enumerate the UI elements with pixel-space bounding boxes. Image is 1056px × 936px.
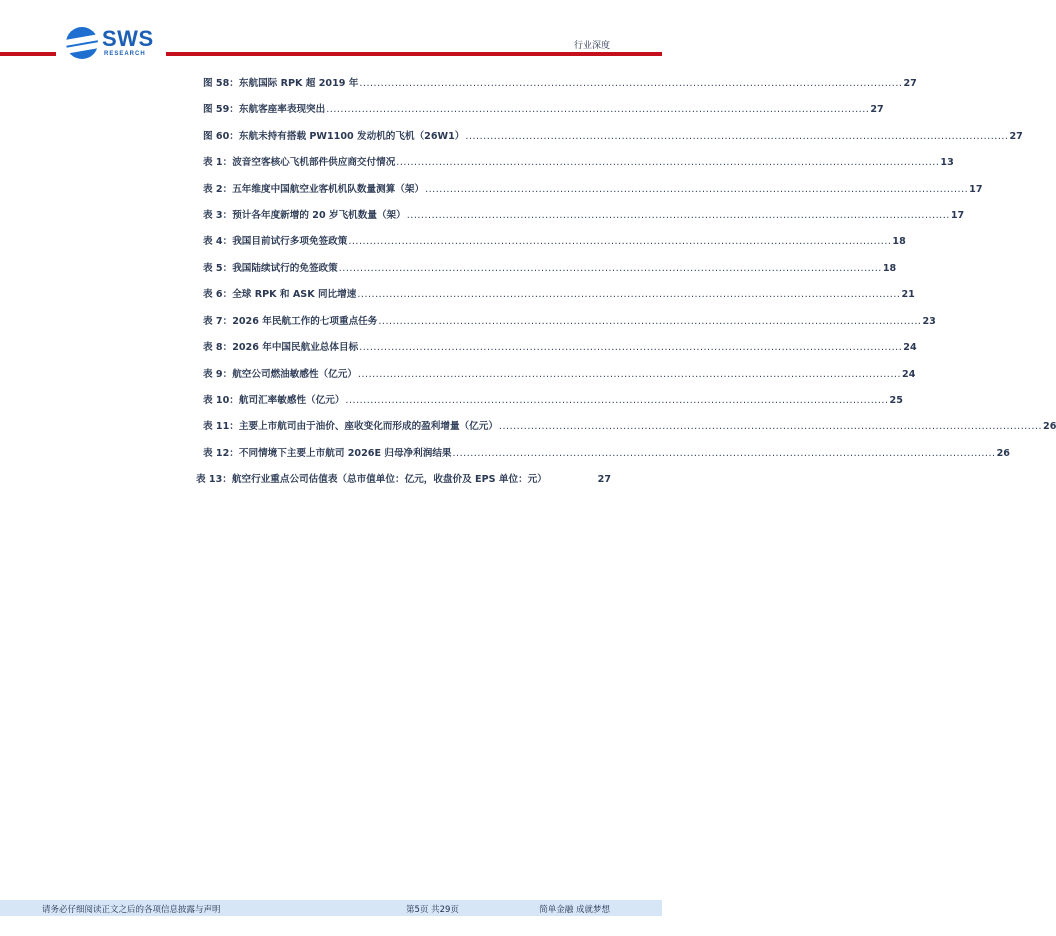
toc-entry[interactable] <box>203 181 983 197</box>
report-category-label: 行业深度 <box>573 41 610 51</box>
toc-entry-title: 表 6：全球 RPK 和 ASK 同比增速 <box>203 289 357 300</box>
toc-entry-title: 表 2：五年维度中国航空业客机机队数量测算（架） <box>203 184 425 195</box>
toc-entry-page: 27 <box>870 104 884 115</box>
logo-subtext: RESEARCH <box>104 51 146 57</box>
toc-entry[interactable] <box>196 471 611 487</box>
toc-entry-title: 图 58：东航国际 RPK 超 2019 年 <box>203 78 359 89</box>
toc-entry-title: 表 9：航空公司燃油敏感性（亿元） <box>203 369 357 380</box>
toc-entry-title: 表 13：航空行业重点公司估值表（总市值单位：亿元，收盘价及 EPS 单位：元） <box>196 474 547 485</box>
toc-entry-title: 图 60：东航未持有搭载 PW1100 发动机的飞机（26W1） <box>203 131 465 142</box>
toc-entry[interactable] <box>203 366 916 382</box>
toc-entry[interactable] <box>203 339 917 355</box>
toc-leader-dots: ......................................................................................................................................................... <box>465 131 1009 142</box>
logo-emblem-icon <box>66 27 98 59</box>
toc-entry-page: 17 <box>950 210 965 221</box>
toc-entry-page: 26 <box>1043 421 1056 432</box>
header-rule-left <box>0 52 56 56</box>
toc-leader-dots: ......................................................................................................................................................... <box>359 342 903 353</box>
toc-entry[interactable] <box>203 445 1010 461</box>
footer-disclaimer: 请务必仔细阅读正文之后的各项信息披露与声明 <box>42 905 221 915</box>
toc-entry-title: 表 12：不同情境下主要上市航司 2026E 归母净利润结果 <box>203 448 452 459</box>
toc-leader-dots: ......................................................................................................................................................... <box>359 78 903 89</box>
toc-leader-dots: ......................................................................................................................................................... <box>326 104 870 115</box>
page-header <box>0 0 662 70</box>
toc-entry-title: 表 10：航司汇率敏感性（亿元） <box>203 395 345 406</box>
toc-entry[interactable] <box>203 260 897 276</box>
header-rule-right <box>166 52 662 56</box>
toc-entry[interactable] <box>203 128 1023 144</box>
toc-entry-title: 表 4：我国目前试行多项免签政策 <box>203 236 348 247</box>
toc-leader-dots: ......................................................................................................................................................... <box>452 448 996 459</box>
toc-entry-page: 18 <box>892 236 906 247</box>
toc-entry[interactable] <box>203 313 936 329</box>
sws-logo <box>66 27 156 61</box>
toc-entry-page: 24 <box>902 369 916 380</box>
toc-leader-dots: ......................................................................................................................................................... <box>357 289 901 300</box>
toc-leader-dots: ......................................................................................................................................................... <box>338 263 882 274</box>
toc-entry[interactable] <box>203 392 903 408</box>
footer-slogan: 简单金融 成就梦想 <box>539 905 610 915</box>
toc-entry-title: 图 59：东航客座率表现突出 <box>203 104 326 115</box>
toc-leader-dots: ......................................................................................................................................................... <box>345 395 889 406</box>
toc-leader-dots: ......................................................................................................................................................... <box>348 236 892 247</box>
footer-page-number: 第5页 共29页 <box>406 905 459 915</box>
toc-entry-page: 21 <box>901 289 915 300</box>
toc-entry-title: 表 11：主要上市航司由于油价、座收变化而形成的盈利增量（亿元） <box>203 421 498 432</box>
toc-leader-dots: ......................................................................................................................................................... <box>406 210 950 221</box>
toc-entry-page: 24 <box>903 342 917 353</box>
toc-leader-dots: ......................................................................................................................................................... <box>498 421 1043 432</box>
toc-leader-dots: ......................................................................................................................................................... <box>425 184 969 195</box>
toc-entry[interactable] <box>203 101 884 117</box>
toc-entry-page: 27 <box>1009 131 1023 142</box>
toc-leader-dots: ......................................................................................................................................................... <box>396 157 940 168</box>
toc-entry-title: 表 8：2026 年中国民航业总体目标 <box>203 342 359 353</box>
toc-entry-page: 18 <box>882 263 897 274</box>
toc-entry-title: 表 5：我国陆续试行的免签政策 <box>203 263 338 274</box>
toc-entry[interactable] <box>203 207 965 223</box>
toc-entry[interactable] <box>203 286 915 302</box>
toc-entry-page: 17 <box>969 184 983 195</box>
toc-entry-title: 表 1：波音空客核心飞机部件供应商交付情况 <box>203 157 396 168</box>
toc-leader-dots: ......................................................................................................................................................... <box>357 369 902 380</box>
toc-entry-page: 23 <box>922 316 936 327</box>
toc-entry-page: 13 <box>940 157 954 168</box>
toc-entry-page: 27 <box>903 78 917 89</box>
toc-entry-title: 表 3：预计各年度新增的 20 岁飞机数量（架） <box>203 210 406 221</box>
toc-entry-page: 25 <box>889 395 903 406</box>
toc-entry[interactable] <box>203 75 917 91</box>
logo-text: SWS <box>102 26 154 51</box>
toc-entry[interactable] <box>203 233 906 249</box>
toc-entry-page: 26 <box>996 448 1010 459</box>
page-footer <box>0 900 662 916</box>
toc-entry[interactable] <box>203 418 1056 434</box>
toc-entry-page: 27 <box>597 474 611 485</box>
toc-entry[interactable] <box>203 154 954 170</box>
toc-entry-title: 表 7：2026 年民航工作的七项重点任务 <box>203 316 378 327</box>
toc-leader-dots: ......................................................................................................................................................... <box>378 316 922 327</box>
